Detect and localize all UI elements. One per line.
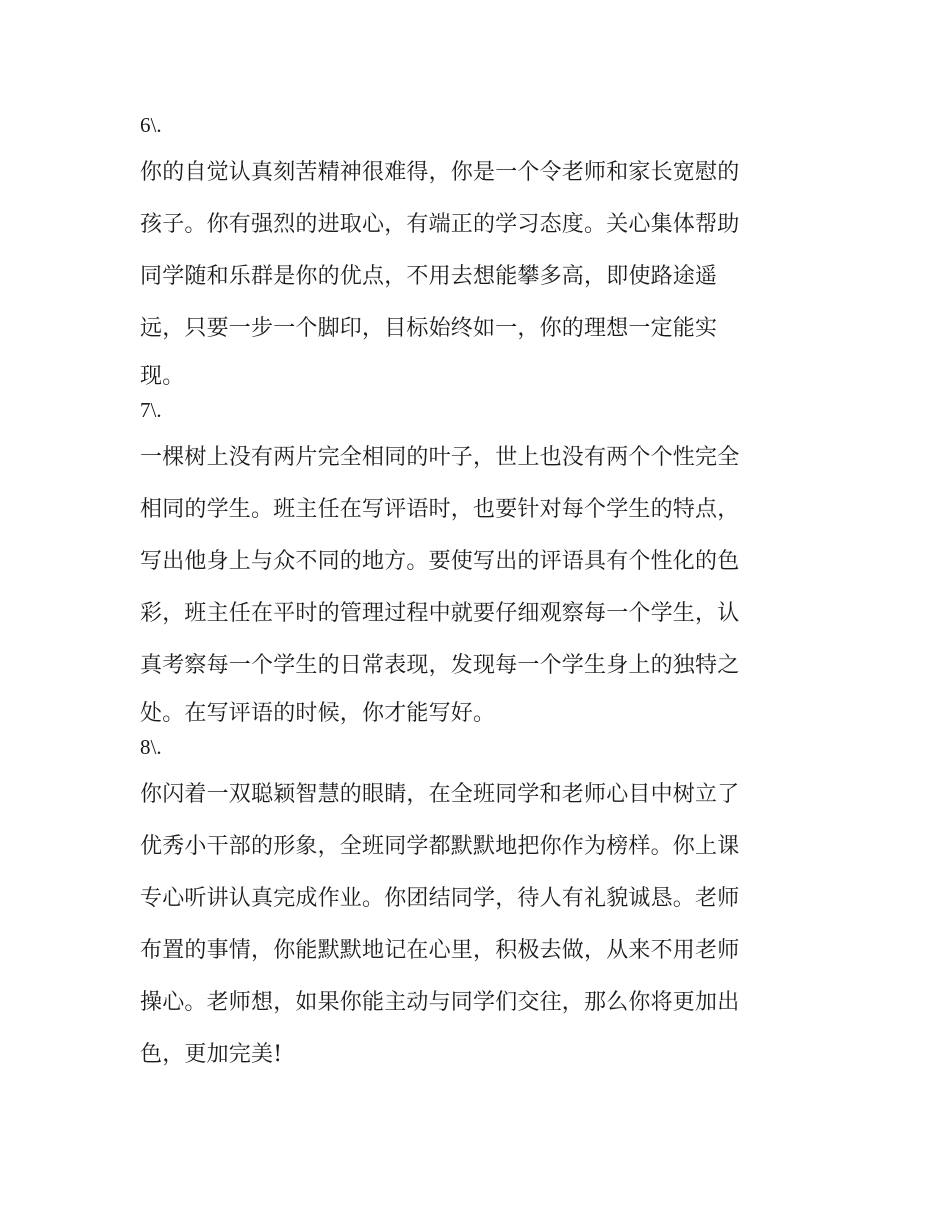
- paragraph-line: 你的自觉认真刻苦精神很难得，你是一个令老师和家长宽慰的: [140, 160, 740, 185]
- paragraph-line: 色，更加完美!: [140, 1042, 283, 1067]
- entry-8: [140, 732, 820, 1081]
- paragraph-line: 你闪着一双聪颖智慧的眼睛，在全班同学和老师心目中树立了: [140, 782, 740, 807]
- entry-number: 8\.: [140, 735, 162, 759]
- paragraph-line: 处。在写评语的时候，你才能写好。: [140, 701, 496, 726]
- paragraph-line: 一棵树上没有两片完全相同的叶子，世上也没有两个个性完全: [140, 445, 740, 470]
- paragraph-line: 布置的事情，你能默默地记在心里，积极去做，从来不用老师: [140, 938, 740, 963]
- paragraph-line: 操心。老师想，如果你能主动与同学们交往，那么你将更加出: [140, 990, 740, 1015]
- entry-6: [140, 110, 820, 395]
- paragraph-line: 彩，班主任在平时的管理过程中就要仔细观察每一个学生，认: [140, 601, 740, 626]
- paragraph-line: 远，只要一步一个脚印，目标始终如一，你的理想一定能实: [140, 316, 718, 341]
- paragraph-line: 现。: [140, 364, 185, 389]
- paragraph-line: 写出他身上与众不同的地方。要使写出的评语具有个性化的色: [140, 549, 740, 574]
- entry-number: 7\.: [140, 398, 162, 422]
- entry-7: [140, 395, 820, 732]
- paragraph-line: 相同的学生。班主任在写评语时，也要针对每个学生的特点，: [140, 497, 740, 522]
- paragraph-line: 孩子。你有强烈的进取心，有端正的学习态度。关心集体帮助: [140, 212, 740, 237]
- paragraph-line: 专心听讲认真完成作业。你团结同学，待人有礼貌诚恳。老师: [140, 886, 740, 911]
- document-page: [140, 110, 820, 1081]
- paragraph-line: 同学随和乐群是你的优点，不用去想能攀多高，即使路途遥: [140, 264, 718, 289]
- entry-number: 6\.: [140, 113, 162, 137]
- paragraph-line: 优秀小干部的形象，全班同学都默默地把你作为榜样。你上课: [140, 834, 740, 859]
- paragraph-line: 真考察每一个学生的日常表现，发现每一个学生身上的独特之: [140, 653, 740, 678]
